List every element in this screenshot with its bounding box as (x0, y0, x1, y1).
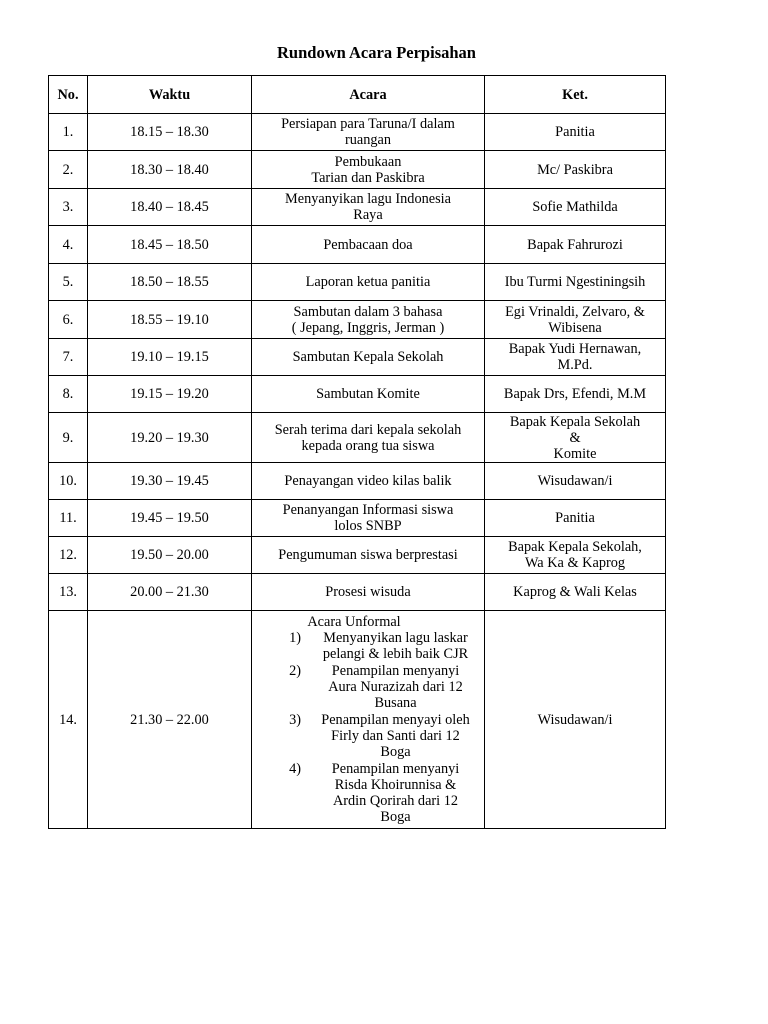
unformal-item-line: Busana (374, 694, 417, 711)
ket-line: Kaprog & Wali Kelas (513, 584, 637, 600)
cell-waktu: 19.30 – 19.45 (88, 463, 252, 500)
cell-ket (485, 537, 666, 574)
unformal-item-line: Boga (380, 808, 411, 825)
acara-line: ruangan (344, 132, 392, 148)
table-row (49, 574, 666, 611)
ket-line: Bapak Kepala Sekolah (509, 413, 641, 430)
cell-no: 1. (49, 114, 88, 151)
unformal-item-number: 2) (289, 662, 301, 679)
unformal-item-line: Risda Khoirunnisa & (334, 776, 457, 793)
table-row (49, 264, 666, 301)
cell-waktu: 19.50 – 20.00 (88, 537, 252, 574)
ket-line: Bapak Yudi Hernawan, (508, 341, 642, 357)
unformal-item (256, 712, 480, 760)
acara-line: Persiapan para Taruna/I dalam (281, 116, 455, 132)
unformal-item-line: Aura Nurazizah dari 12 (328, 678, 463, 695)
table-row (49, 151, 666, 189)
unformal-item-number: 4) (289, 760, 301, 777)
ket-line: Wisudawan/i (537, 473, 613, 489)
cell-acara (252, 264, 485, 301)
unformal-item-line: Boga (380, 743, 411, 760)
ket-line: Bapak Kepala Sekolah, (508, 539, 642, 555)
cell-acara (252, 301, 485, 339)
table-row (49, 226, 666, 264)
cell-no: 13. (49, 574, 88, 611)
ket-line: Ibu Turmi Ngestiningsih (504, 274, 646, 290)
table-body (49, 114, 666, 829)
cell-no: 14. (49, 611, 88, 829)
cell-waktu: 18.40 – 18.45 (88, 189, 252, 226)
header-acara: Acara (252, 76, 485, 114)
acara-line: Sambutan dalam 3 bahasa (293, 303, 443, 320)
acara-line: Penanyangan Informasi siswa (282, 502, 454, 518)
acara-line: Prosesi wisuda (325, 584, 411, 600)
table-row (49, 301, 666, 339)
unformal-item-line: Menyanyikan lagu laskar (323, 629, 468, 646)
acara-line: Tarian dan Paskibra (311, 169, 425, 186)
table-row (49, 189, 666, 226)
unformal-item-line: Penampilan menyanyi (331, 662, 460, 679)
cell-no: 11. (49, 500, 88, 537)
table-row (49, 376, 666, 413)
cell-acara (252, 413, 485, 463)
acara-line: ( Jepang, Inggris, Jerman ) (291, 319, 445, 336)
header-waktu: Waktu (88, 76, 252, 114)
page-title: Rundown Acara Perpisahan (277, 43, 476, 62)
acara-line: Pembukaan (334, 153, 402, 170)
ket-line: Bapak Fahrurozi (527, 236, 623, 253)
unformal-item-line: Firly dan Santi dari 12 (331, 727, 460, 744)
table-row-unformal (49, 611, 666, 829)
unformal-list (256, 630, 480, 825)
unformal-item-line: Penampilan menyayi oleh (321, 711, 470, 728)
unformal-item-line: Ardin Qorirah dari 12 (332, 792, 459, 809)
unformal-item-line: pelangi & lebih baik CJR (322, 645, 469, 662)
unformal-item (256, 663, 480, 711)
ket-line: Panitia (555, 510, 595, 526)
cell-waktu: 18.15 – 18.30 (88, 114, 252, 151)
ket-line: Panitia (555, 124, 595, 140)
cell-acara (252, 114, 485, 151)
acara-line: Serah terima dari kepala sekolah (274, 421, 462, 438)
cell-waktu: 18.30 – 18.40 (88, 151, 252, 189)
table-row (49, 339, 666, 376)
cell-waktu: 19.20 – 19.30 (88, 413, 252, 463)
ket-line: Wibisena (548, 319, 602, 336)
ket-line: & (569, 429, 581, 446)
cell-acara (252, 339, 485, 376)
unformal-item-line: Penampilan menyanyi (331, 760, 460, 777)
cell-acara (252, 189, 485, 226)
acara-line: kepada orang tua siswa (301, 437, 435, 454)
acara-line: Pembacaan doa (323, 236, 413, 253)
cell-ket: Wisudawan/i (485, 611, 666, 829)
unformal-title: Acara Unformal (307, 613, 401, 630)
ket-line: M.Pd. (557, 357, 593, 373)
table-row (49, 114, 666, 151)
cell-no: 7. (49, 339, 88, 376)
cell-no: 9. (49, 413, 88, 463)
cell-waktu: 19.10 – 19.15 (88, 339, 252, 376)
acara-line: Pengumuman siswa berprestasi (278, 547, 458, 563)
unformal-item (256, 630, 480, 662)
cell-no: 4. (49, 226, 88, 264)
acara-line: Sambutan Komite (316, 386, 420, 402)
table-row (49, 463, 666, 500)
unformal-item-text (311, 630, 480, 662)
cell-waktu: 18.45 – 18.50 (88, 226, 252, 264)
acara-line: lolos SNBP (334, 518, 402, 534)
cell-waktu: 21.30 – 22.00 (88, 611, 252, 829)
cell-acara (252, 500, 485, 537)
table-row (49, 537, 666, 574)
cell-no: 12. (49, 537, 88, 574)
cell-ket (485, 463, 666, 500)
unformal-item-text (311, 663, 480, 711)
cell-acara (252, 151, 485, 189)
acara-line: Penayangan video kilas balik (284, 473, 452, 489)
cell-ket (485, 226, 666, 264)
cell-acara (252, 463, 485, 500)
cell-no: 5. (49, 264, 88, 301)
unformal-item (256, 761, 480, 825)
unformal-item-text (311, 761, 480, 825)
cell-no: 2. (49, 151, 88, 189)
cell-ket (485, 151, 666, 189)
cell-acara (252, 376, 485, 413)
cell-acara (252, 226, 485, 264)
ket-line: Komite (553, 445, 597, 462)
cell-acara (252, 537, 485, 574)
cell-ket (485, 339, 666, 376)
cell-waktu: 19.15 – 19.20 (88, 376, 252, 413)
table-header-row (49, 76, 666, 114)
cell-no: 8. (49, 376, 88, 413)
acara-line: Menyanyikan lagu Indonesia (285, 191, 451, 207)
cell-waktu: 18.50 – 18.55 (88, 264, 252, 301)
unformal-item-text (311, 712, 480, 760)
cell-ket (485, 189, 666, 226)
cell-ket (485, 574, 666, 611)
cell-ket (485, 500, 666, 537)
unformal-item-number: 1) (289, 629, 301, 646)
cell-ket (485, 301, 666, 339)
ket-line: Egi Vrinaldi, Zelvaro, & (505, 303, 645, 320)
cell-acara-unformal (252, 611, 485, 829)
unformal-item-number: 3) (289, 711, 301, 728)
cell-acara (252, 574, 485, 611)
acara-line: Raya (353, 207, 383, 223)
ket-line: Bapak Drs, Efendi, M.M (503, 386, 647, 402)
cell-ket (485, 376, 666, 413)
ket-line: Sofie Mathilda (532, 199, 618, 215)
cell-waktu: 20.00 – 21.30 (88, 574, 252, 611)
cell-no: 3. (49, 189, 88, 226)
cell-ket (485, 264, 666, 301)
acara-line: Laporan ketua panitia (305, 274, 431, 290)
cell-ket (485, 413, 666, 463)
cell-ket (485, 114, 666, 151)
cell-no: 10. (49, 463, 88, 500)
ket-line: Mc/ Paskibra (537, 161, 613, 178)
header-ket: Ket. (485, 76, 666, 114)
cell-no: 6. (49, 301, 88, 339)
table-row (49, 413, 666, 463)
acara-line: Sambutan Kepala Sekolah (292, 349, 444, 365)
table-row (49, 500, 666, 537)
header-no: No. (49, 76, 88, 114)
ket-line: Wa Ka & Kaprog (524, 555, 626, 571)
cell-waktu: 19.45 – 19.50 (88, 500, 252, 537)
cell-waktu: 18.55 – 19.10 (88, 301, 252, 339)
rundown-table (48, 75, 666, 829)
